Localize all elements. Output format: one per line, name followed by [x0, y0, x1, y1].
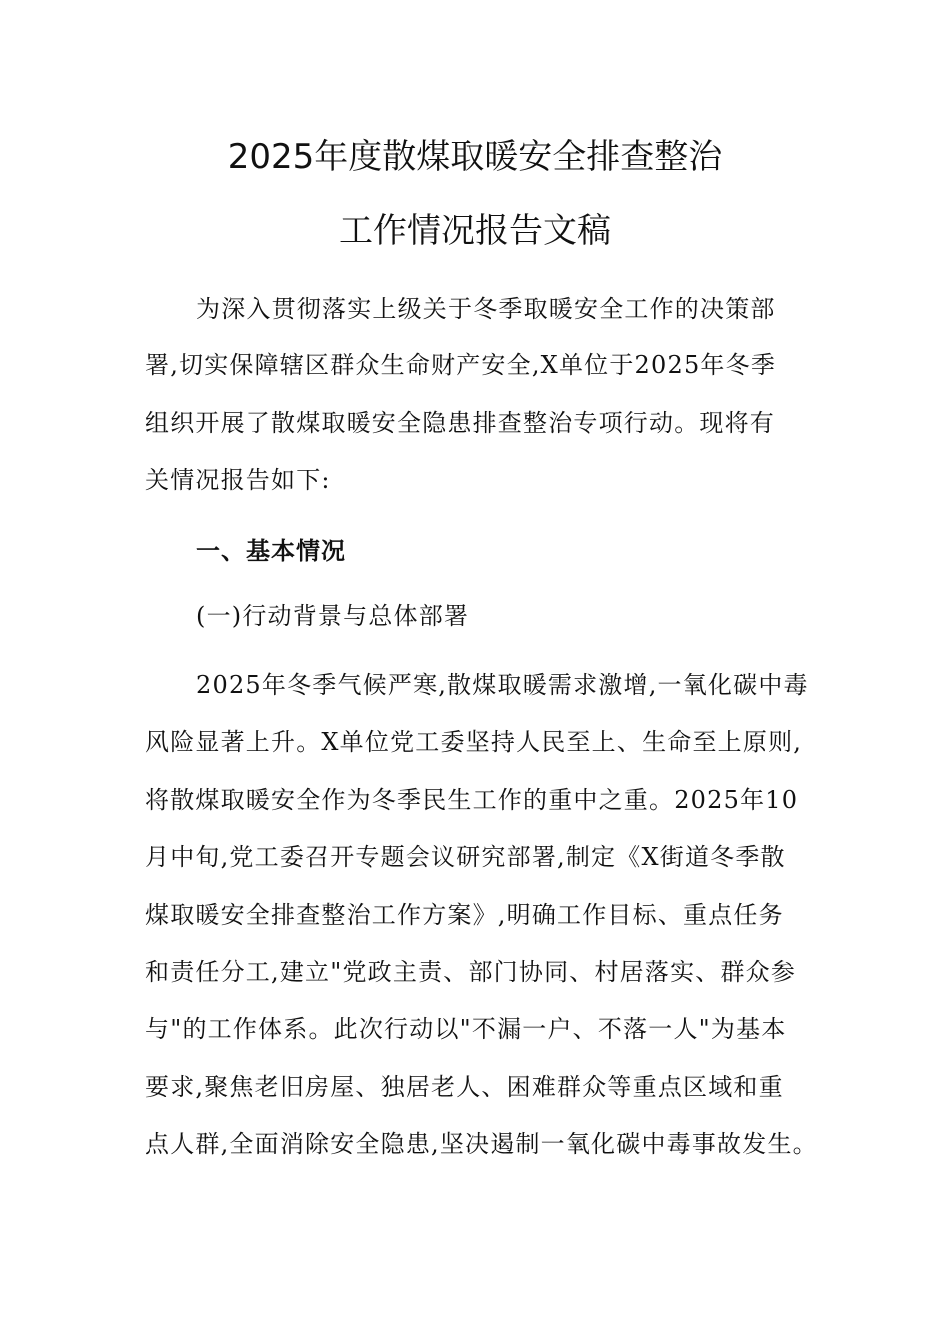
- body-line: 与"的工作体系。此次行动以"不漏一户、不落一人"为基本: [145, 1015, 787, 1043]
- body-line: 2025年冬季气候严寒,散煤取暖需求激增,一氧化碳中毒: [196, 671, 809, 699]
- document-title-line-2: 工作情况报告文稿: [339, 211, 611, 251]
- intro-line: 关情况报告如下:: [145, 466, 331, 494]
- body-line: 将散煤取暖安全作为冬季民生工作的重中之重。2025年10: [145, 786, 799, 814]
- body-line: 和责任分工,建立"党政主责、部门协同、村居落实、群众参: [145, 958, 797, 986]
- intro-line: 为深入贯彻落实上级关于冬季取暖安全工作的决策部: [196, 295, 776, 323]
- body-line: 要求,聚焦老旧房屋、独居老人、困难群众等重点区域和重: [145, 1073, 784, 1101]
- body-line: 点人群,全面消除安全隐患,坚决遏制一氧化碳中毒事故发生。: [145, 1130, 818, 1158]
- subsection-heading: (一)行动背景与总体部署: [196, 602, 470, 630]
- document-title-line-1: 2025年度散煤取暖安全排查整治: [227, 137, 723, 177]
- intro-line: 署,切实保障辖区群众生命财产安全,X单位于2025年冬季: [145, 351, 777, 379]
- body-line: 煤取暖安全排查整治工作方案》,明确工作目标、重点任务: [145, 901, 784, 929]
- section-heading: 一、基本情况: [196, 537, 346, 565]
- intro-line: 组织开展了散煤取暖安全隐患排查整治专项行动。现将有: [145, 409, 775, 437]
- body-line: 风险显著上升。X单位党工委坚持人民至上、生命至上原则,: [145, 728, 803, 756]
- body-line: 月中旬,党工委召开专题会议研究部署,制定《X街道冬季散: [145, 843, 786, 871]
